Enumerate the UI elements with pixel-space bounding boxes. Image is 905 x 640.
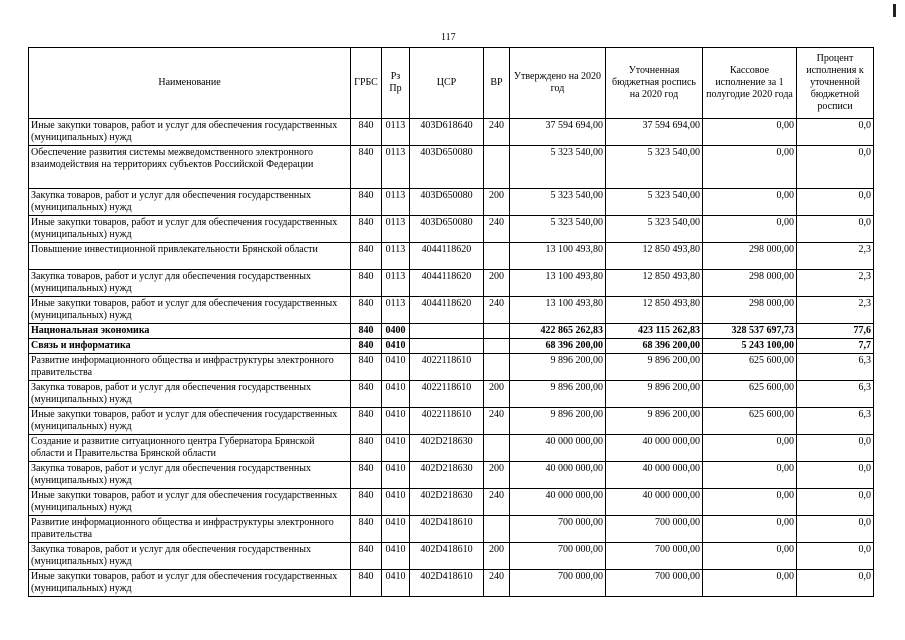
cell-csr: [410, 324, 484, 339]
cell-approved: 700 000,00: [510, 570, 606, 597]
cell-percent: 2,3: [797, 297, 874, 324]
cell-cash: 625 600,00: [703, 381, 797, 408]
cell-cash: 0,00: [703, 435, 797, 462]
cell-vr: 240: [484, 489, 510, 516]
cell-name: Закупка товаров, работ и услуг для обеспечения государственных (муниципальных) нужд: [29, 543, 351, 570]
cell-name: Иные закупки товаров, работ и услуг для обеспечения государственных (муниципальных) нужд: [29, 408, 351, 435]
cell-name: Иные закупки товаров, работ и услуг для обеспечения государственных (муниципальных) нужд: [29, 570, 351, 597]
cell-grbs: 840: [351, 119, 382, 146]
col-rzpr-header: Рз Пр: [382, 48, 410, 119]
cell-name: Закупка товаров, работ и услуг для обеспечения государственных (муниципальных) нужд: [29, 189, 351, 216]
cell-revised: 37 594 694,00: [606, 119, 703, 146]
cell-rzpr: 0113: [382, 189, 410, 216]
cell-csr: 403D650080: [410, 146, 484, 189]
cell-rzpr: 0410: [382, 570, 410, 597]
cell-rzpr: 0113: [382, 270, 410, 297]
cell-approved: 40 000 000,00: [510, 435, 606, 462]
table-row: [29, 543, 874, 570]
cell-csr: 4022118610: [410, 408, 484, 435]
cell-csr: [410, 339, 484, 354]
cell-cash: 298 000,00: [703, 270, 797, 297]
cell-csr: 403D618640: [410, 119, 484, 146]
cell-grbs: 840: [351, 216, 382, 243]
cell-revised: 700 000,00: [606, 543, 703, 570]
cell-cash: 0,00: [703, 570, 797, 597]
table-row: [29, 119, 874, 146]
cell-revised: 12 850 493,80: [606, 297, 703, 324]
cell-revised: 5 323 540,00: [606, 189, 703, 216]
cell-percent: 0,0: [797, 543, 874, 570]
cell-name: Закупка товаров, работ и услуг для обеспечения государственных (муниципальных) нужд: [29, 462, 351, 489]
cell-approved: 700 000,00: [510, 543, 606, 570]
cell-cash: 625 600,00: [703, 408, 797, 435]
cell-csr: 4044118620: [410, 270, 484, 297]
cell-name: Связь и информатика: [29, 339, 351, 354]
table-row: [29, 189, 874, 216]
cell-approved: 422 865 262,83: [510, 324, 606, 339]
cell-cash: 625 600,00: [703, 354, 797, 381]
table-body: [29, 119, 874, 597]
cell-vr: 200: [484, 462, 510, 489]
cell-grbs: 840: [351, 516, 382, 543]
cell-name: Иные закупки товаров, работ и услуг для обеспечения государственных (муниципальных) нужд: [29, 119, 351, 146]
cell-csr: 4044118620: [410, 243, 484, 270]
cell-csr: 403D650080: [410, 216, 484, 243]
cell-cash: 0,00: [703, 543, 797, 570]
cell-name: Создание и развитие ситуационного центра Губернатора Брянской области и Правительства Брянской области: [29, 435, 351, 462]
cell-revised: 40 000 000,00: [606, 435, 703, 462]
cell-cash: 298 000,00: [703, 297, 797, 324]
col-cash-header: Кассовое исполнение за 1 полугодие 2020 года: [703, 48, 797, 119]
cell-percent: 6,3: [797, 408, 874, 435]
cell-percent: 0,0: [797, 119, 874, 146]
cell-grbs: 840: [351, 489, 382, 516]
cell-approved: 68 396 200,00: [510, 339, 606, 354]
cell-percent: 6,3: [797, 354, 874, 381]
cell-approved: 5 323 540,00: [510, 146, 606, 189]
cell-percent: 0,0: [797, 570, 874, 597]
cell-approved: 5 323 540,00: [510, 216, 606, 243]
cell-revised: 12 850 493,80: [606, 243, 703, 270]
cell-cash: 0,00: [703, 119, 797, 146]
cell-percent: 7,7: [797, 339, 874, 354]
cell-rzpr: 0113: [382, 119, 410, 146]
cell-percent: 2,3: [797, 270, 874, 297]
cell-vr: [484, 516, 510, 543]
table-row: [29, 243, 874, 270]
cell-revised: 700 000,00: [606, 516, 703, 543]
budget-table: [28, 47, 874, 597]
table-row: [29, 489, 874, 516]
edge-mark: [893, 4, 896, 17]
cell-grbs: 840: [351, 354, 382, 381]
col-name-header: Наименование: [29, 48, 351, 119]
cell-percent: 0,0: [797, 189, 874, 216]
cell-rzpr: 0400: [382, 324, 410, 339]
cell-approved: 700 000,00: [510, 516, 606, 543]
col-revised-header: Уточненная бюджетная роспись на 2020 год: [606, 48, 703, 119]
table-row: [29, 570, 874, 597]
col-csr-header: ЦСР: [410, 48, 484, 119]
cell-csr: 4044118620: [410, 297, 484, 324]
table-row: [29, 381, 874, 408]
cell-cash: 0,00: [703, 489, 797, 516]
cell-rzpr: 0113: [382, 216, 410, 243]
cell-grbs: 840: [351, 189, 382, 216]
cell-rzpr: 0113: [382, 297, 410, 324]
cell-rzpr: 0410: [382, 516, 410, 543]
cell-name: Развитие информационного общества и инфраструктуры электронного правительства: [29, 516, 351, 543]
cell-vr: 200: [484, 381, 510, 408]
cell-rzpr: 0410: [382, 435, 410, 462]
cell-revised: 40 000 000,00: [606, 462, 703, 489]
cell-percent: 0,0: [797, 435, 874, 462]
cell-grbs: 840: [351, 408, 382, 435]
cell-rzpr: 0113: [382, 243, 410, 270]
cell-csr: 402D218630: [410, 435, 484, 462]
cell-csr: 402D218630: [410, 489, 484, 516]
cell-cash: 0,00: [703, 462, 797, 489]
table-row: [29, 408, 874, 435]
cell-revised: 68 396 200,00: [606, 339, 703, 354]
table-row: [29, 339, 874, 354]
cell-revised: 9 896 200,00: [606, 354, 703, 381]
cell-percent: 0,0: [797, 462, 874, 489]
table-row: [29, 435, 874, 462]
cell-approved: 13 100 493,80: [510, 270, 606, 297]
cell-approved: 9 896 200,00: [510, 408, 606, 435]
cell-grbs: 840: [351, 146, 382, 189]
cell-name: Иные закупки товаров, работ и услуг для обеспечения государственных (муниципальных) нужд: [29, 489, 351, 516]
cell-vr: 240: [484, 119, 510, 146]
col-grbs-header: ГРБС: [351, 48, 382, 119]
col-approved-header: Утверждено на 2020 год: [510, 48, 606, 119]
cell-percent: 77,6: [797, 324, 874, 339]
cell-csr: 402D218630: [410, 462, 484, 489]
col-vr-header: ВР: [484, 48, 510, 119]
cell-grbs: 840: [351, 297, 382, 324]
cell-cash: 0,00: [703, 216, 797, 243]
cell-approved: 5 323 540,00: [510, 189, 606, 216]
table-row: [29, 270, 874, 297]
cell-csr: 402D418610: [410, 516, 484, 543]
cell-approved: 13 100 493,80: [510, 297, 606, 324]
cell-csr: 403D650080: [410, 189, 484, 216]
cell-vr: 240: [484, 570, 510, 597]
cell-vr: [484, 354, 510, 381]
cell-percent: 2,3: [797, 243, 874, 270]
cell-approved: 40 000 000,00: [510, 462, 606, 489]
cell-grbs: 840: [351, 543, 382, 570]
cell-approved: 9 896 200,00: [510, 354, 606, 381]
cell-revised: 700 000,00: [606, 570, 703, 597]
cell-name: Закупка товаров, работ и услуг для обеспечения государственных (муниципальных) нужд: [29, 270, 351, 297]
cell-rzpr: 0410: [382, 462, 410, 489]
cell-name: Иные закупки товаров, работ и услуг для обеспечения государственных (муниципальных) нужд: [29, 216, 351, 243]
cell-rzpr: 0410: [382, 408, 410, 435]
cell-csr: 402D418610: [410, 543, 484, 570]
cell-csr: 4022118610: [410, 381, 484, 408]
cell-revised: 40 000 000,00: [606, 489, 703, 516]
cell-revised: 5 323 540,00: [606, 146, 703, 189]
cell-vr: [484, 435, 510, 462]
cell-vr: 240: [484, 297, 510, 324]
cell-name: Повышение инвестиционной привлекательности Брянской области: [29, 243, 351, 270]
cell-name: Иные закупки товаров, работ и услуг для обеспечения государственных (муниципальных) нужд: [29, 297, 351, 324]
header-row: [29, 48, 874, 119]
cell-vr: 200: [484, 189, 510, 216]
cell-percent: 0,0: [797, 146, 874, 189]
cell-csr: 4022118610: [410, 354, 484, 381]
cell-revised: 12 850 493,80: [606, 270, 703, 297]
cell-revised: 9 896 200,00: [606, 381, 703, 408]
cell-vr: [484, 339, 510, 354]
cell-vr: [484, 146, 510, 189]
cell-grbs: 840: [351, 270, 382, 297]
table-row: [29, 216, 874, 243]
cell-rzpr: 0410: [382, 543, 410, 570]
cell-revised: 9 896 200,00: [606, 408, 703, 435]
cell-rzpr: 0410: [382, 381, 410, 408]
cell-revised: 5 323 540,00: [606, 216, 703, 243]
cell-rzpr: 0410: [382, 339, 410, 354]
table-row: [29, 146, 874, 189]
cell-approved: 9 896 200,00: [510, 381, 606, 408]
cell-revised: 423 115 262,83: [606, 324, 703, 339]
cell-grbs: 840: [351, 381, 382, 408]
cell-cash: 0,00: [703, 189, 797, 216]
cell-approved: 37 594 694,00: [510, 119, 606, 146]
cell-name: Обеспечение развития системы межведомственного электронного взаимодействия на территориях субъектов Российской Федерации: [29, 146, 351, 189]
cell-percent: 0,0: [797, 516, 874, 543]
cell-grbs: 840: [351, 324, 382, 339]
cell-csr: 402D418610: [410, 570, 484, 597]
cell-vr: 240: [484, 216, 510, 243]
cell-percent: 6,3: [797, 381, 874, 408]
cell-vr: 200: [484, 543, 510, 570]
cell-name: Национальная экономика: [29, 324, 351, 339]
cell-cash: 5 243 100,00: [703, 339, 797, 354]
cell-grbs: 840: [351, 570, 382, 597]
cell-vr: [484, 243, 510, 270]
table-row: [29, 297, 874, 324]
table-row: [29, 324, 874, 339]
cell-grbs: 840: [351, 339, 382, 354]
page-number: 117: [441, 32, 456, 43]
cell-approved: 40 000 000,00: [510, 489, 606, 516]
cell-percent: 0,0: [797, 216, 874, 243]
cell-cash: 0,00: [703, 146, 797, 189]
cell-rzpr: 0410: [382, 489, 410, 516]
cell-cash: 328 537 697,73: [703, 324, 797, 339]
cell-name: Закупка товаров, работ и услуг для обеспечения государственных (муниципальных) нужд: [29, 381, 351, 408]
cell-grbs: 840: [351, 435, 382, 462]
cell-percent: 0,0: [797, 489, 874, 516]
cell-vr: 240: [484, 408, 510, 435]
cell-rzpr: 0410: [382, 354, 410, 381]
cell-name: Развитие информационного общества и инфраструктуры электронного правительства: [29, 354, 351, 381]
cell-grbs: 840: [351, 462, 382, 489]
table-row: [29, 354, 874, 381]
cell-approved: 13 100 493,80: [510, 243, 606, 270]
cell-vr: [484, 324, 510, 339]
cell-cash: 0,00: [703, 516, 797, 543]
table-row: [29, 462, 874, 489]
cell-rzpr: 0113: [382, 146, 410, 189]
cell-grbs: 840: [351, 243, 382, 270]
cell-vr: 200: [484, 270, 510, 297]
cell-cash: 298 000,00: [703, 243, 797, 270]
col-percent-header: Процент исполнения к уточненной бюджетной росписи: [797, 48, 874, 119]
table-row: [29, 516, 874, 543]
